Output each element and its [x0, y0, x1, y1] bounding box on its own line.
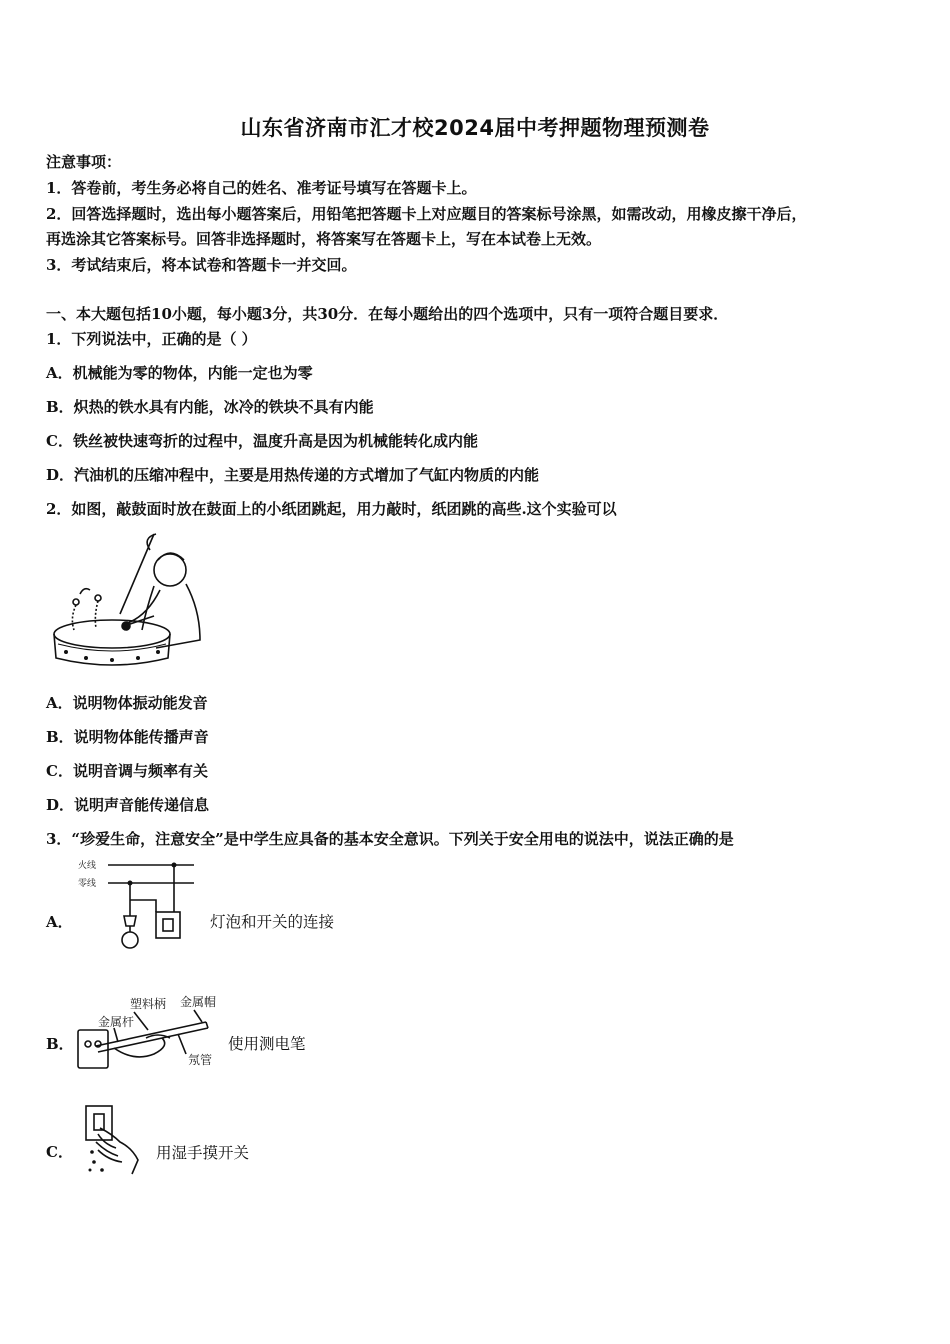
notice-item: 1．答卷前，考生务必将自己的姓名、准考证号填写在答题卡上。 [46, 179, 477, 197]
question-2-option: B．说明物体能传播声音 [46, 728, 209, 746]
option-a-caption: 灯泡和开关的连接 [210, 913, 335, 931]
notice-item: 再选涂其它答案标号。回答非选择题时，将答案写在答题卡上，写在本试卷上无效。 [46, 230, 602, 248]
neon-tube-label: 氖管 [188, 1053, 213, 1067]
question-1-option: A．机械能为零的物体，内能一定也为零 [46, 364, 313, 382]
question-3-option-letter: C． [46, 1143, 73, 1161]
test-pen-figure [74, 992, 224, 1072]
section-heading: 一、本大题包括10小题，每小题3分，共30分．在每小题给出的四个选项中，只有一项符合题目要求． [46, 305, 729, 323]
question-1-stem: 1．下列说法中，正确的是（ ） [46, 330, 257, 348]
circuit-figure [76, 856, 206, 954]
question-3-option-letter: B． [46, 1035, 74, 1053]
notice-item: 3．考试结束后，将本试卷和答题卡一并交回。 [46, 256, 357, 274]
live-wire-label: 火线 [78, 861, 97, 871]
metal-cap-label: 金属帽 [180, 995, 217, 1009]
option-b-caption: 使用测电笔 [228, 1035, 306, 1053]
option-c-caption: 用湿手摸开关 [156, 1144, 250, 1162]
metal-rod-label: 金属杆 [98, 1015, 135, 1029]
question-2-stem: 2．如图，敲鼓面时放在鼓面上的小纸团跳起，用力敲时，纸团跳的高些.这个实验可以 [46, 500, 617, 518]
plastic-handle-label: 塑料柄 [130, 997, 167, 1011]
notice-heading: 注意事项： [46, 153, 122, 171]
question-2-option: D．说明声音能传递信息 [46, 796, 210, 814]
question-2-option: A．说明物体振动能发音 [46, 694, 208, 712]
wet-hand-switch-figure [82, 1104, 148, 1180]
question-3-stem: 3．“珍爱生命，注意安全”是中学生应具备的基本安全意识。下列关于安全用电的说法中，说法正确的是 [46, 830, 734, 848]
question-1-option: D．汽油机的压缩冲程中，主要是用热传递的方式增加了气缸内物质的内能 [46, 466, 540, 484]
page-title: 山东省济南市汇才校2024届中考押题物理预测卷 [240, 116, 710, 140]
neutral-wire-label: 零线 [78, 879, 97, 889]
question-3-option-letter: A． [46, 913, 73, 931]
question-2-option: C．说明音调与频率有关 [46, 762, 208, 780]
question-1-option: C．铁丝被快速弯折的过程中，温度升高是因为机械能转化成内能 [46, 432, 478, 450]
notice-item: 2．回答选择题时，选出每小题答案后，用铅笔把答题卡上对应题目的答案标号涂黑，如需改动，用橡皮擦干净后， [46, 205, 807, 223]
drum-figure [50, 530, 210, 670]
question-1-option: B．炽热的铁水具有内能，冰冷的铁块不具有内能 [46, 398, 374, 416]
